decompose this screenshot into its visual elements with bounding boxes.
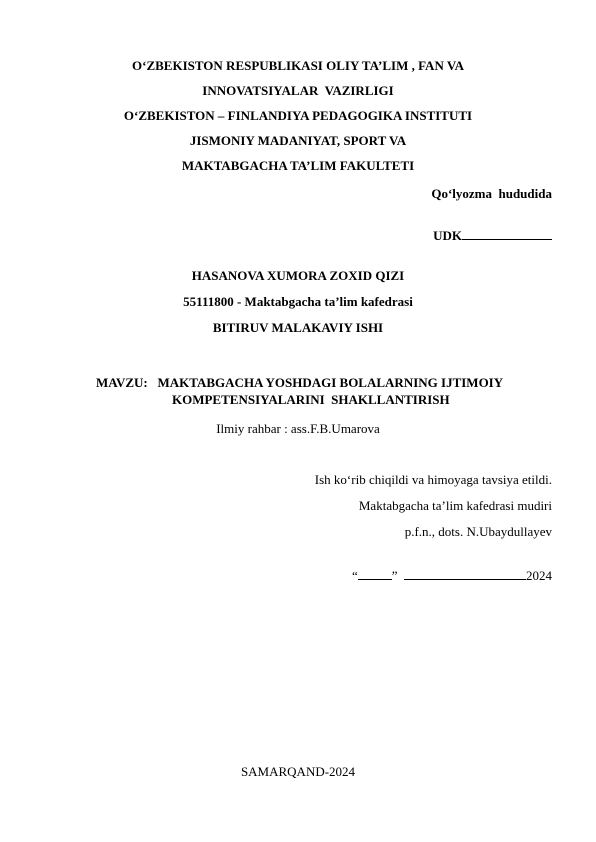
approval-line-2: Maktabgacha ta’lim kafedrasi mudiri	[358, 498, 552, 513]
city-year: SAMARQAND-2024	[240, 764, 356, 779]
faculty-line-2: MAKTABGACHA TA’LIM FAKULTETI	[181, 158, 415, 173]
udk-blank	[462, 227, 552, 240]
topic-label: MAVZU:	[96, 375, 148, 390]
institute-name: O‘ZBEKISTON – FINLANDIYA PEDAGOGIKA INSTITUTI	[123, 108, 473, 123]
author-name: HASANOVA XUMORA ZOXID QIZI	[191, 268, 405, 283]
date-close-quote: ”	[391, 568, 398, 583]
approval-line-3: p.f.n., dots. N.Ubaydullayev	[404, 524, 552, 539]
topic-title-line-2: KOMPETENSIYALARINI SHAKLLANTIRISH	[172, 392, 450, 407]
date-month-blank	[404, 567, 526, 580]
udk-label: UDK	[433, 228, 462, 243]
ministry-line-2: INNOVATSIYALAR VAZIRLIGI	[202, 83, 394, 98]
date-open-quote: “	[351, 568, 358, 583]
topic-title-line-1: MAKTABGACHA YOSHDAGI BOLALARNING IJTIMOIY	[157, 375, 504, 390]
udk-field	[420, 211, 552, 260]
work-type: BITIRUV MALAKAVIY ISHI	[212, 320, 384, 335]
supervisor: Ilmiy rahbar : ass.F.B.Umarova	[216, 421, 380, 436]
faculty-line-1: JISMONIY MADANIYAT, SPORT VA	[189, 133, 407, 148]
topic-row-1	[96, 374, 556, 391]
approval-date	[339, 551, 552, 600]
topic-block	[96, 374, 556, 408]
approval-line-1: Ish ko‘rib chiqildi va himoyaga tavsiya etildi.	[314, 472, 552, 487]
manuscript-rights: Qo‘lyozma hududida	[431, 186, 552, 201]
date-day-blank	[358, 567, 392, 580]
date-year: 2024	[526, 568, 552, 583]
ministry-line-1: O‘ZBEKISTON RESPUBLIKASI OLIY TA’LIM , FAN VA	[132, 58, 464, 73]
department-name: 55111800 - Maktabgacha ta’lim kafedrasi	[183, 294, 413, 309]
